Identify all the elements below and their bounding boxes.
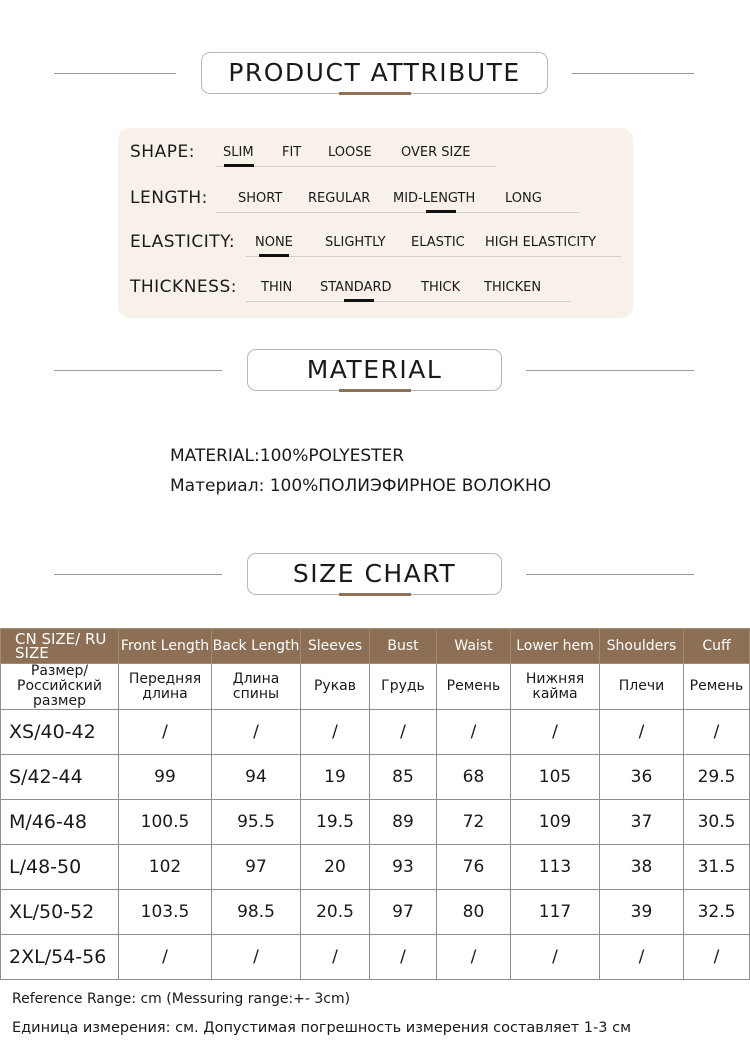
table-cell: 30.5	[684, 800, 750, 845]
column-header: Waist	[437, 629, 511, 664]
attribute-option: FIT	[282, 145, 302, 160]
size-chart-table	[0, 628, 750, 980]
table-cell: 99	[119, 755, 212, 800]
attribute-label: THICKNESS:	[130, 277, 237, 297]
column-header-ru: Размер/ Российский размер	[1, 664, 119, 710]
table-cell: 105	[511, 755, 600, 800]
table-cell: 94	[212, 755, 301, 800]
size-cell: 2XL/54-56	[1, 935, 119, 980]
table-cell: 95.5	[212, 800, 301, 845]
table-cell: 113	[511, 845, 600, 890]
material-text-en: MATERIAL:100%POLYESTER	[170, 446, 405, 466]
table-cell: 80	[437, 890, 511, 935]
attribute-option: THICK	[421, 280, 461, 295]
selected-marker	[259, 254, 289, 257]
attribute-underline	[216, 166, 496, 167]
column-header: Sleeves	[301, 629, 370, 664]
section-title-attribute: PRODUCT ATTRIBUTE	[228, 58, 521, 87]
attribute-option: SLIGHTLY	[325, 235, 386, 250]
column-header: Front Length	[119, 629, 212, 664]
column-header: Bust	[370, 629, 437, 664]
attribute-panel	[118, 128, 633, 318]
section-title-size-chart: SIZE CHART	[292, 559, 457, 588]
table-cell: 97	[212, 845, 301, 890]
table-cell: 19	[301, 755, 370, 800]
selected-marker	[426, 210, 456, 213]
table-cell: 31.5	[684, 845, 750, 890]
size-cell: XL/50-52	[1, 890, 119, 935]
table-cell: /	[212, 710, 301, 755]
attribute-underline	[216, 212, 580, 213]
table-cell: /	[370, 935, 437, 980]
table-cell: 19.5	[301, 800, 370, 845]
table-cell: 20.5	[301, 890, 370, 935]
table-cell: /	[600, 935, 684, 980]
table-cell: 38	[600, 845, 684, 890]
table-row	[1, 710, 750, 755]
table-row	[1, 800, 750, 845]
table-cell: 98.5	[212, 890, 301, 935]
table-cell: /	[301, 935, 370, 980]
column-header-ru: Ремень	[684, 664, 750, 710]
footer-note-ru: Единица измерения: см. Допустимая погрешность измерения составляет 1-3 см	[12, 1020, 632, 1036]
divider-line	[54, 574, 222, 575]
table-cell: 103.5	[119, 890, 212, 935]
attribute-label: LENGTH:	[130, 188, 208, 208]
table-cell: /	[437, 710, 511, 755]
table-cell: 68	[437, 755, 511, 800]
attribute-option: SHORT	[238, 191, 283, 206]
attribute-underline	[246, 301, 571, 302]
column-header: Lower hem	[511, 629, 600, 664]
selected-marker	[344, 299, 374, 302]
table-cell: 89	[370, 800, 437, 845]
section-title-box	[247, 349, 502, 391]
size-cell: XS/40-42	[1, 710, 119, 755]
attribute-option: THIN	[261, 280, 293, 295]
table-cell: /	[600, 710, 684, 755]
table-cell: /	[684, 710, 750, 755]
table-cell: /	[370, 710, 437, 755]
table-cell: /	[119, 710, 212, 755]
table-cell: 93	[370, 845, 437, 890]
accent-bar	[339, 92, 411, 95]
accent-bar	[339, 389, 411, 392]
table-cell: /	[212, 935, 301, 980]
table-cell: 32.5	[684, 890, 750, 935]
table-row	[1, 935, 750, 980]
divider-line	[572, 73, 694, 74]
table-cell: 100.5	[119, 800, 212, 845]
attribute-option: NONE	[255, 235, 293, 250]
attribute-option: LONG	[505, 191, 542, 206]
divider-line	[526, 574, 694, 575]
table-cell: 36	[600, 755, 684, 800]
footer-note-en: Reference Range: cm (Messuring range:+- 3cm)	[12, 991, 351, 1007]
table-cell: /	[119, 935, 212, 980]
section-title-box	[201, 52, 548, 94]
table-cell: /	[437, 935, 511, 980]
divider-line	[526, 370, 694, 371]
attribute-option: THICKEN	[484, 280, 542, 295]
divider-line	[54, 73, 176, 74]
attribute-option: HIGH ELASTICITY	[485, 235, 597, 250]
attribute-option: SLIM	[223, 145, 254, 160]
attribute-option: LOOSE	[328, 145, 372, 160]
size-cell: L/48-50	[1, 845, 119, 890]
table-cell: /	[684, 935, 750, 980]
column-header: CN SIZE/ RU SIZE	[1, 629, 119, 664]
column-header-ru: Ремень	[437, 664, 511, 710]
column-header-ru: Рукав	[301, 664, 370, 710]
column-header-ru: Передняя длина	[119, 664, 212, 710]
table-header-row-ru	[1, 664, 750, 710]
selected-marker	[224, 164, 254, 167]
section-title-material: MATERIAL	[306, 355, 443, 384]
column-header-ru: Длина спины	[212, 664, 301, 710]
attribute-option: MID-LENGTH	[393, 191, 476, 206]
table-cell: 37	[600, 800, 684, 845]
size-cell: M/46-48	[1, 800, 119, 845]
table-row	[1, 890, 750, 935]
table-cell: 97	[370, 890, 437, 935]
column-header: Shoulders	[600, 629, 684, 664]
section-title-box	[247, 553, 502, 595]
attribute-option: STANDARD	[320, 280, 392, 295]
attribute-label: ELASTICITY:	[130, 232, 236, 252]
table-cell: 39	[600, 890, 684, 935]
column-header-ru: Плечи	[600, 664, 684, 710]
table-cell: 117	[511, 890, 600, 935]
table-cell: 20	[301, 845, 370, 890]
attribute-option: OVER SIZE	[401, 145, 471, 160]
table-cell: /	[511, 935, 600, 980]
column-header-ru: Грудь	[370, 664, 437, 710]
table-cell: /	[511, 710, 600, 755]
table-row	[1, 845, 750, 890]
divider-line	[54, 370, 222, 371]
table-cell: 109	[511, 800, 600, 845]
attribute-option: ELASTIC	[411, 235, 465, 250]
column-header-ru: Нижняя кайма	[511, 664, 600, 710]
accent-bar	[339, 593, 411, 596]
attribute-label: SHAPE:	[130, 142, 195, 162]
attribute-option: REGULAR	[308, 191, 371, 206]
table-cell: /	[301, 710, 370, 755]
material-text-ru: Материал: 100%ПОЛИЭФИРНОЕ ВОЛОКНО	[170, 476, 552, 496]
attribute-underline	[246, 256, 621, 257]
table-cell: 76	[437, 845, 511, 890]
table-cell: 102	[119, 845, 212, 890]
column-header: Back Length	[212, 629, 301, 664]
table-row	[1, 755, 750, 800]
table-header-row	[1, 629, 750, 664]
table-cell: 72	[437, 800, 511, 845]
column-header: Cuff	[684, 629, 750, 664]
table-cell: 85	[370, 755, 437, 800]
size-cell: S/42-44	[1, 755, 119, 800]
table-cell: 29.5	[684, 755, 750, 800]
